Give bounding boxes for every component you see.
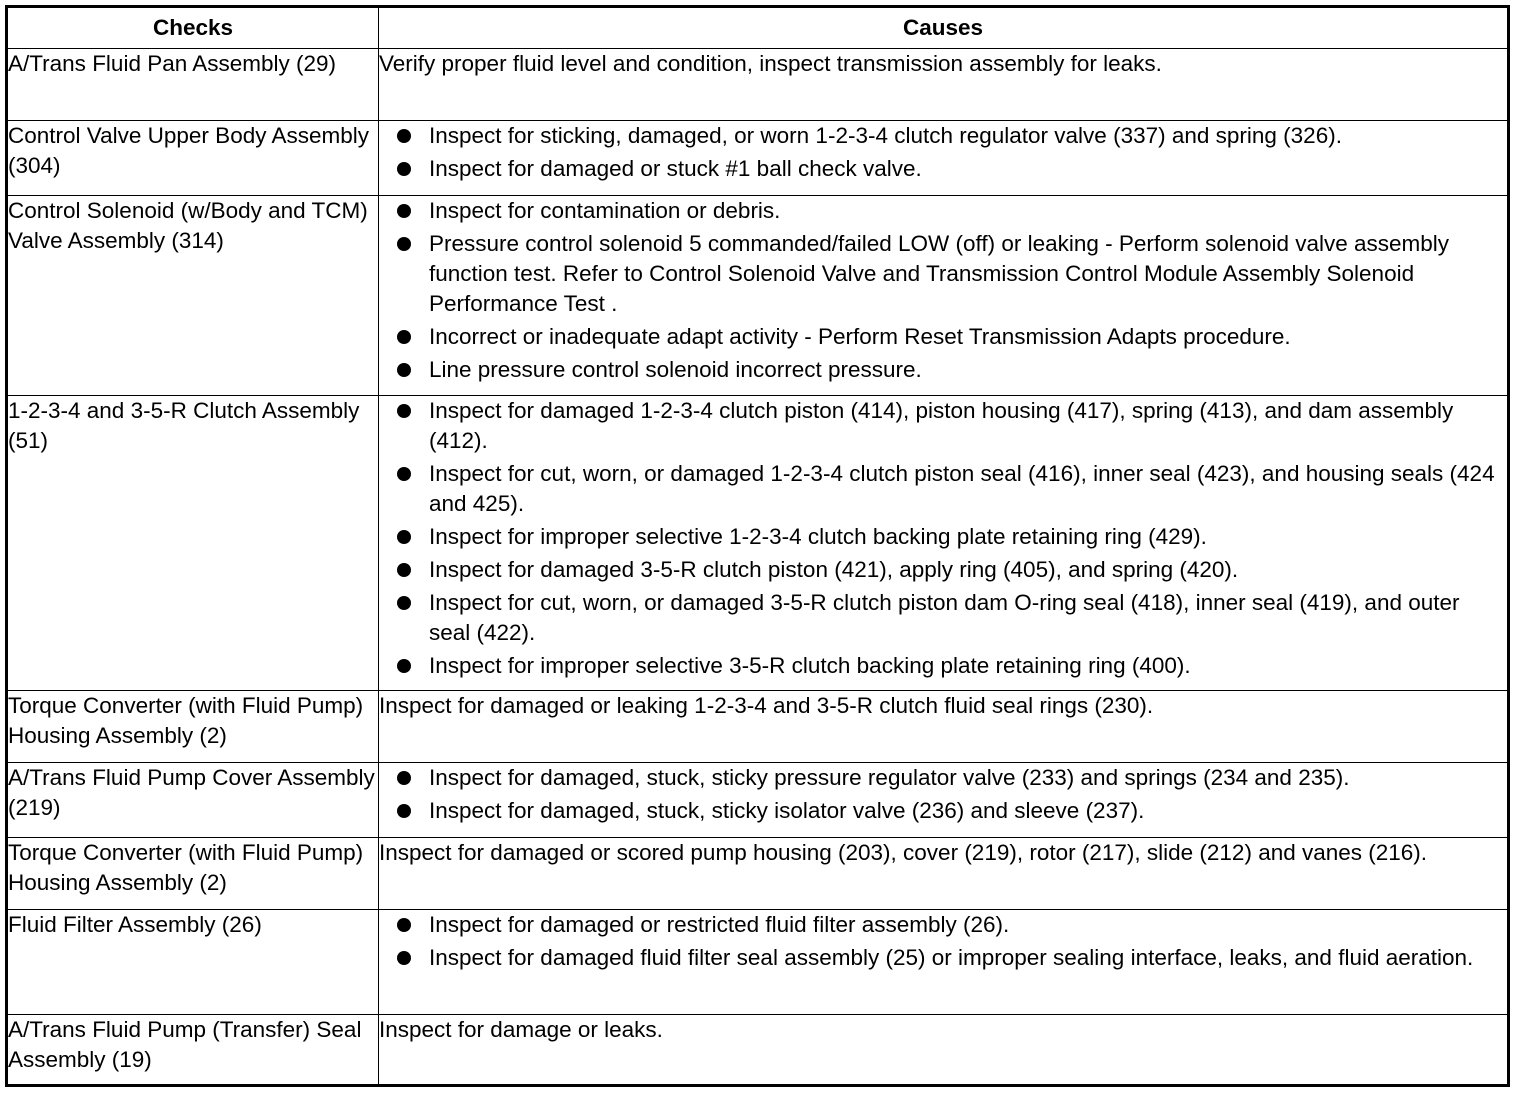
cause-text: Inspect for damage or leaks. (379, 1017, 663, 1042)
cause-item-text: Line pressure control solenoid incorrect pressure. (429, 357, 922, 382)
cause-item-text: Incorrect or inadequate adapt activity - Perform Reset Transmission Adapts procedure. (429, 324, 1291, 349)
table-row (7, 196, 1509, 396)
cause-item (379, 154, 1507, 184)
bullet-icon (397, 363, 411, 377)
cause-item (379, 555, 1507, 585)
cause-list (379, 396, 1507, 681)
cause-item (379, 588, 1507, 648)
bullet-icon (397, 330, 411, 344)
table-row (7, 49, 1509, 121)
cause-item-text: Inspect for damaged 1-2-3-4 clutch piston (414), piston housing (417), spring (413), and dam assembly (412). (429, 398, 1454, 453)
cause-item-text: Inspect for damaged, stuck, sticky pressure regulator valve (233) and springs (234 and 235). (429, 765, 1350, 790)
cause-cell (379, 196, 1509, 396)
cause-list (379, 763, 1507, 826)
check-cell: Fluid Filter Assembly (26) (7, 910, 379, 1015)
check-cell: Torque Converter (with Fluid Pump) Housing Assembly (2) (7, 691, 379, 763)
cause-item (379, 229, 1507, 319)
bullet-icon (397, 951, 411, 965)
check-cell: Torque Converter (with Fluid Pump) Housing Assembly (2) (7, 838, 379, 910)
bullet-icon (397, 467, 411, 481)
table-row (7, 691, 1509, 763)
cause-text: Inspect for damaged or scored pump housing (203), cover (219), rotor (217), slide (212) and vanes (216). (379, 840, 1428, 865)
cause-item-text: Pressure control solenoid 5 commanded/failed LOW (off) or leaking - Perform solenoid valve assembly function test. Refer to Control Solenoid Valve and Transmission Control Module Assembly Solenoid Performance Test . (429, 231, 1450, 316)
bullet-icon (397, 563, 411, 577)
cause-item-text: Inspect for damaged, stuck, sticky isolator valve (236) and sleeve (237). (429, 798, 1145, 823)
cause-item (379, 763, 1507, 793)
cause-list (379, 910, 1507, 973)
cause-cell (379, 49, 1509, 121)
cause-item-text: Inspect for contamination or debris. (429, 198, 781, 223)
table-row (7, 910, 1509, 1015)
bullet-icon (397, 530, 411, 544)
cause-text: Verify proper fluid level and condition, inspect transmission assembly for leaks. (379, 51, 1162, 76)
cause-cell (379, 1015, 1509, 1086)
cause-item (379, 355, 1507, 385)
cause-item (379, 322, 1507, 352)
cause-cell (379, 691, 1509, 763)
bullet-icon (397, 918, 411, 932)
table-row (7, 1015, 1509, 1086)
bullet-icon (397, 162, 411, 176)
cause-item (379, 796, 1507, 826)
cause-item-text: Inspect for sticking, damaged, or worn 1-2-3-4 clutch regulator valve (337) and spring (326). (429, 123, 1342, 148)
cause-cell (379, 910, 1509, 1015)
bullet-icon (397, 659, 411, 673)
bullet-icon (397, 204, 411, 218)
table-row (7, 838, 1509, 910)
check-cell: 1-2-3-4 and 3-5-R Clutch Assembly (51) (7, 396, 379, 691)
cause-text: Inspect for damaged or leaking 1-2-3-4 and 3-5-R clutch fluid seal rings (230). (379, 693, 1154, 718)
cause-item-text: Inspect for improper selective 1-2-3-4 clutch backing plate retaining ring (429). (429, 524, 1207, 549)
cause-cell (379, 396, 1509, 691)
cause-item-text: Inspect for damaged 3-5-R clutch piston (421), apply ring (405), and spring (420). (429, 557, 1239, 582)
cause-list (379, 121, 1507, 184)
cause-list (379, 196, 1507, 385)
cause-item (379, 910, 1507, 940)
cause-cell (379, 763, 1509, 838)
cause-item (379, 121, 1507, 151)
check-cell: Control Solenoid (w/Body and TCM) Valve Assembly (314) (7, 196, 379, 396)
cause-item (379, 459, 1507, 519)
header-causes: Causes (379, 7, 1509, 49)
cause-item-text: Inspect for damaged fluid filter seal assembly (25) or improper sealing interface, leaks, and fluid aeration. (429, 945, 1474, 970)
cause-item-text: Inspect for cut, worn, or damaged 1-2-3-4 clutch piston seal (416), inner seal (423), and housing seals (424 and 425). (429, 461, 1495, 516)
cause-item (379, 943, 1507, 973)
cause-item-text: Inspect for damaged or stuck #1 ball check valve. (429, 156, 922, 181)
bullet-icon (397, 404, 411, 418)
check-cell: A/Trans Fluid Pump Cover Assembly (219) (7, 763, 379, 838)
table-row (7, 763, 1509, 838)
cause-item-text: Inspect for improper selective 3-5-R clutch backing plate retaining ring (400). (429, 653, 1191, 678)
cause-item (379, 196, 1507, 226)
cause-cell (379, 838, 1509, 910)
cause-item (379, 522, 1507, 552)
cause-item (379, 396, 1507, 456)
diagnostic-table (5, 5, 1510, 1087)
bullet-icon (397, 596, 411, 610)
table-row (7, 396, 1509, 691)
check-cell: Control Valve Upper Body Assembly (304) (7, 121, 379, 196)
header-checks: Checks (7, 7, 379, 49)
bullet-icon (397, 237, 411, 251)
bullet-icon (397, 771, 411, 785)
check-cell: A/Trans Fluid Pan Assembly (29) (7, 49, 379, 121)
bullet-icon (397, 804, 411, 818)
cause-item-text: Inspect for cut, worn, or damaged 3-5-R clutch piston dam O-ring seal (418), inner seal (419), and outer seal (422). (429, 590, 1460, 645)
cause-cell (379, 121, 1509, 196)
cause-item (379, 651, 1507, 681)
table-row (7, 121, 1509, 196)
check-cell: A/Trans Fluid Pump (Transfer) Seal Assembly (19) (7, 1015, 379, 1086)
bullet-icon (397, 129, 411, 143)
header-row (7, 7, 1509, 49)
cause-item-text: Inspect for damaged or restricted fluid filter assembly (26). (429, 912, 1010, 937)
